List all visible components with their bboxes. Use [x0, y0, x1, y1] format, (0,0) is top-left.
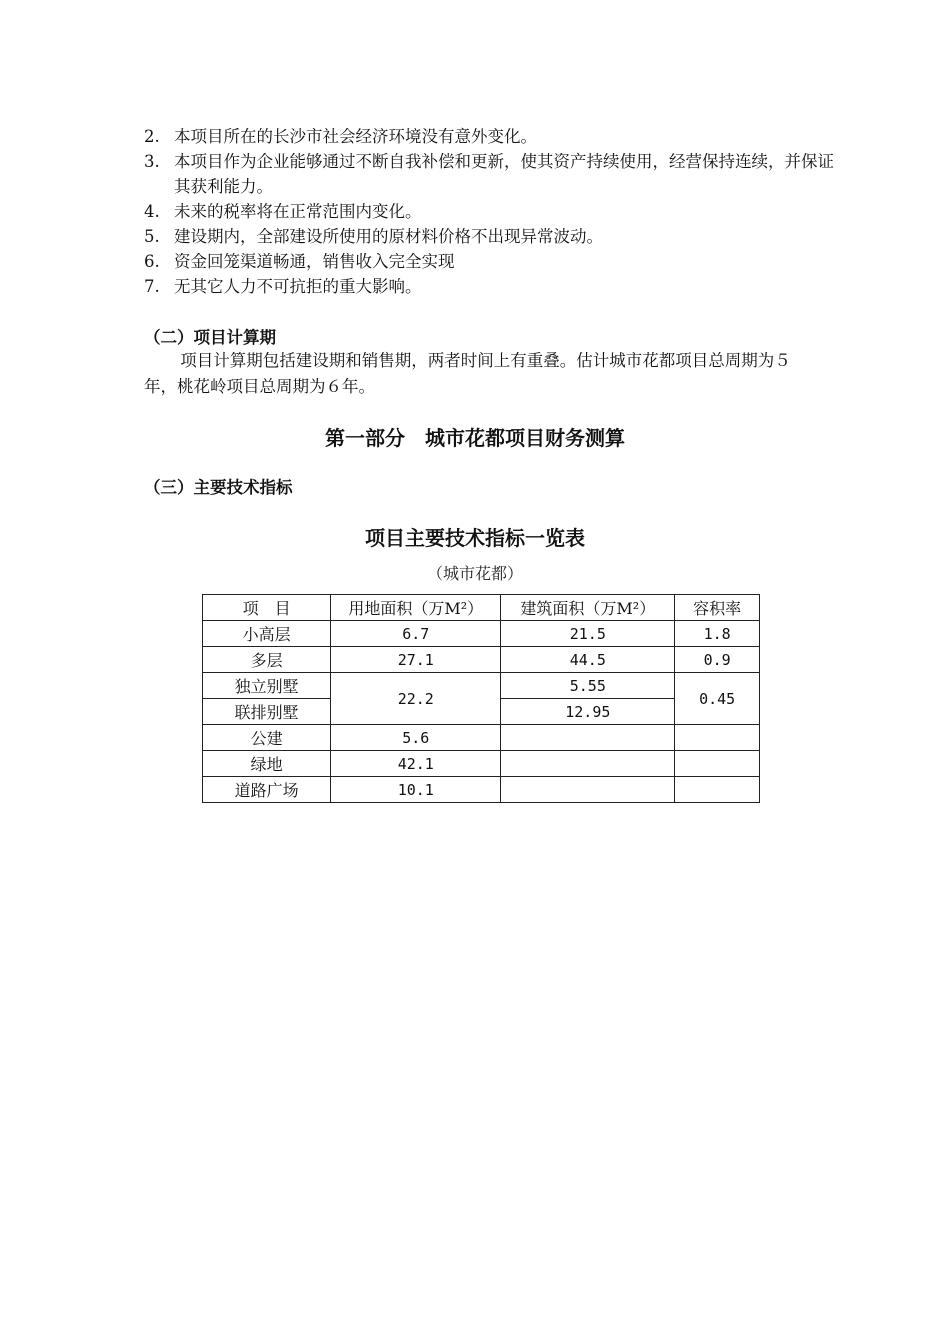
- header-building-area: 建筑面积（万M²）: [501, 595, 675, 621]
- list-text: 本项目作为企业能够通过不断自我补偿和更新，使其资产持续使用，经营保持连续，并保证其获利能力。: [174, 152, 834, 196]
- cell-name: 道路广场: [203, 777, 331, 803]
- cell-ratio: 0.9: [675, 647, 760, 673]
- table-row: [203, 621, 760, 647]
- cell-ratio: [675, 777, 760, 803]
- list-item: [144, 224, 834, 249]
- cell-ratio: [675, 751, 760, 777]
- cell-building: 21.5: [501, 621, 675, 647]
- cell-ratio: 1.8: [675, 621, 760, 647]
- cell-building: 12.95: [501, 699, 675, 725]
- list-number: 5.: [144, 227, 160, 246]
- section-heading-tech-indicators: （三）主要技术指标: [144, 478, 293, 497]
- part-title: 第一部分 城市花都项目财务测算: [325, 426, 625, 450]
- cell-building: [501, 777, 675, 803]
- cell-land-merged: 22.2: [331, 673, 501, 725]
- cell-land: 5.6: [331, 725, 501, 751]
- table-subtitle: （城市花都）: [426, 564, 523, 583]
- list-text: 未来的税率将在正常范围内变化。: [174, 202, 422, 221]
- table-row: [203, 725, 760, 751]
- table-title: 项目主要技术指标一览表: [365, 526, 585, 550]
- cell-name: 绿地: [203, 751, 331, 777]
- list-text: 本项目所在的长沙市社会经济环境没有意外变化。: [174, 127, 537, 146]
- table-header-row: [203, 595, 760, 621]
- list-number: 7.: [144, 277, 160, 296]
- table-row: [203, 777, 760, 803]
- list-item: [144, 199, 834, 224]
- cell-ratio: [675, 725, 760, 751]
- cell-building: [501, 751, 675, 777]
- list-number: 6.: [144, 252, 160, 271]
- assumption-list: [144, 124, 834, 299]
- list-number: 3.: [144, 152, 160, 171]
- table-row: [203, 751, 760, 777]
- cell-land: 6.7: [331, 621, 501, 647]
- cell-building: [501, 725, 675, 751]
- cell-building: 5.55: [501, 673, 675, 699]
- list-item: [144, 274, 834, 299]
- calc-period-paragraph: 项目计算期包括建设期和销售期，两者时间上有重叠。估计城市花都项目总周期为５年，桃花岭项目总周期为６年。: [144, 351, 791, 396]
- cell-name: 小高层: [203, 621, 331, 647]
- cell-land: 27.1: [331, 647, 501, 673]
- section-heading-calc-period: （二）项目计算期: [144, 328, 276, 347]
- cell-name: 联排别墅: [203, 699, 331, 725]
- list-text: 建设期内，全部建设所使用的原材料价格不出现异常波动。: [174, 227, 603, 246]
- list-item: [144, 149, 834, 199]
- header-land-area: 用地面积（万M²）: [331, 595, 501, 621]
- list-number: 2.: [144, 127, 160, 146]
- cell-name: 多层: [203, 647, 331, 673]
- list-text: 资金回笼渠道畅通，销售收入完全实现: [174, 252, 455, 271]
- header-item: 项 目: [203, 595, 331, 621]
- list-item: [144, 249, 834, 274]
- cell-land: 42.1: [331, 751, 501, 777]
- table-row: [203, 647, 760, 673]
- header-plot-ratio: 容积率: [675, 595, 760, 621]
- cell-building: 44.5: [501, 647, 675, 673]
- cell-name: 独立别墅: [203, 673, 331, 699]
- cell-name: 公建: [203, 725, 331, 751]
- list-item: [144, 124, 834, 149]
- list-text: 无其它人力不可抗拒的重大影响。: [174, 277, 422, 296]
- table-row: [203, 673, 760, 699]
- cell-ratio-merged: 0.45: [675, 673, 760, 725]
- cell-land: 10.1: [331, 777, 501, 803]
- tech-indicator-table: [202, 594, 760, 803]
- list-number: 4.: [144, 202, 160, 221]
